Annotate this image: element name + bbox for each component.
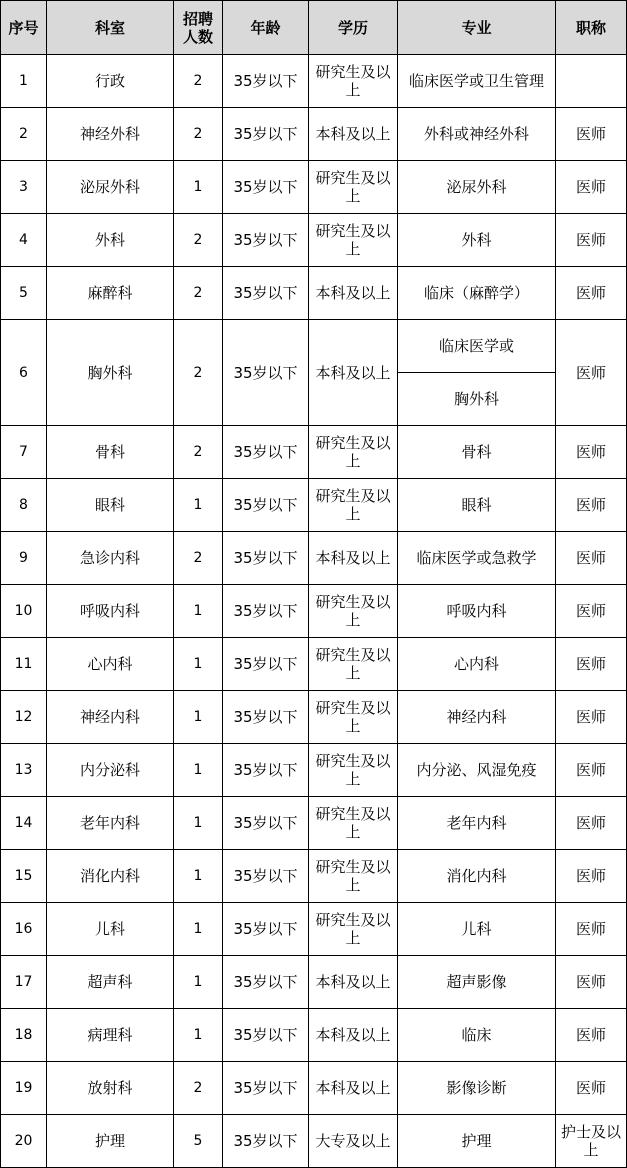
cell-major: 护理 <box>398 1115 556 1168</box>
cell-count: 2 <box>174 108 223 161</box>
cell-age: 35岁以下 <box>223 850 309 903</box>
cell-age: 35岁以下 <box>223 55 309 108</box>
cell-edu: 研究生及以上 <box>309 585 398 638</box>
cell-dept: 麻醉科 <box>47 267 174 320</box>
cell-count: 1 <box>174 956 223 1009</box>
cell-dept: 神经内科 <box>47 691 174 744</box>
cell-dept: 儿科 <box>47 903 174 956</box>
cell-no: 20 <box>1 1115 47 1168</box>
cell-dept: 急诊内科 <box>47 532 174 585</box>
cell-edu: 研究生及以上 <box>309 55 398 108</box>
cell-title: 医师 <box>556 956 627 1009</box>
cell-count: 1 <box>174 903 223 956</box>
cell-age: 35岁以下 <box>223 161 309 214</box>
table-row <box>1 55 627 108</box>
cell-count: 2 <box>174 1062 223 1115</box>
cell-count: 1 <box>174 161 223 214</box>
cell-edu: 本科及以上 <box>309 1062 398 1115</box>
cell-no: 7 <box>1 426 47 479</box>
cell-no: 16 <box>1 903 47 956</box>
cell-major: 老年内科 <box>398 797 556 850</box>
cell-no: 11 <box>1 638 47 691</box>
table-row <box>1 479 627 532</box>
cell-count: 2 <box>174 426 223 479</box>
cell-dept: 内分泌科 <box>47 744 174 797</box>
cell-dept: 超声科 <box>47 956 174 1009</box>
cell-edu: 本科及以上 <box>309 956 398 1009</box>
table-row <box>1 638 627 691</box>
cell-count: 1 <box>174 1009 223 1062</box>
table-row <box>1 267 627 320</box>
cell-count: 1 <box>174 691 223 744</box>
cell-dept: 放射科 <box>47 1062 174 1115</box>
table-row <box>1 214 627 267</box>
cell-no: 2 <box>1 108 47 161</box>
cell-dept: 骨科 <box>47 426 174 479</box>
cell-title: 医师 <box>556 638 627 691</box>
table-row <box>1 1062 627 1115</box>
header-major: 专业 <box>398 1 556 55</box>
table-row <box>1 956 627 1009</box>
cell-edu: 研究生及以上 <box>309 797 398 850</box>
cell-dept: 病理科 <box>47 1009 174 1062</box>
cell-no: 14 <box>1 797 47 850</box>
cell-title: 医师 <box>556 585 627 638</box>
cell-age: 35岁以下 <box>223 585 309 638</box>
cell-major: 心内科 <box>398 638 556 691</box>
table-row <box>1 691 627 744</box>
cell-no: 5 <box>1 267 47 320</box>
cell-edu: 研究生及以上 <box>309 426 398 479</box>
cell-no: 15 <box>1 850 47 903</box>
cell-count: 1 <box>174 850 223 903</box>
cell-edu: 研究生及以上 <box>309 903 398 956</box>
header-no: 序号 <box>1 1 47 55</box>
table-row <box>1 797 627 850</box>
header-row <box>1 1 627 55</box>
cell-dept: 外科 <box>47 214 174 267</box>
cell-major: 骨科 <box>398 426 556 479</box>
cell-edu: 本科及以上 <box>309 108 398 161</box>
cell-count: 1 <box>174 744 223 797</box>
cell-no: 4 <box>1 214 47 267</box>
cell-age: 35岁以下 <box>223 267 309 320</box>
cell-count: 2 <box>174 532 223 585</box>
cell-no: 18 <box>1 1009 47 1062</box>
cell-title: 医师 <box>556 744 627 797</box>
cell-title: 医师 <box>556 108 627 161</box>
cell-no: 1 <box>1 55 47 108</box>
cell-no: 12 <box>1 691 47 744</box>
cell-count: 5 <box>174 1115 223 1168</box>
table-row <box>1 585 627 638</box>
cell-age: 35岁以下 <box>223 797 309 850</box>
table-row <box>1 744 627 797</box>
cell-major: 儿科 <box>398 903 556 956</box>
cell-no: 8 <box>1 479 47 532</box>
cell-age: 35岁以下 <box>223 691 309 744</box>
table-row <box>1 1115 627 1168</box>
cell-count: 2 <box>174 214 223 267</box>
cell-age: 35岁以下 <box>223 479 309 532</box>
table-row <box>1 532 627 585</box>
cell-major: 外科或神经外科 <box>398 108 556 161</box>
cell-age: 35岁以下 <box>223 532 309 585</box>
cell-major: 呼吸内科 <box>398 585 556 638</box>
header-count: 招聘人数 <box>174 1 223 55</box>
cell-major: 内分泌、风湿免疫 <box>398 744 556 797</box>
cell-edu: 研究生及以上 <box>309 744 398 797</box>
cell-major-line2: 胸外科 <box>398 373 556 426</box>
cell-major: 神经内科 <box>398 691 556 744</box>
cell-dept: 消化内科 <box>47 850 174 903</box>
header-age: 年龄 <box>223 1 309 55</box>
cell-edu: 本科及以上 <box>309 1009 398 1062</box>
cell-age: 35岁以下 <box>223 426 309 479</box>
cell-major: 临床 <box>398 1009 556 1062</box>
cell-age: 35岁以下 <box>223 108 309 161</box>
cell-age: 35岁以下 <box>223 1115 309 1168</box>
cell-edu: 研究生及以上 <box>309 479 398 532</box>
cell-title: 医师 <box>556 320 627 426</box>
cell-edu: 研究生及以上 <box>309 638 398 691</box>
table-row <box>1 108 627 161</box>
cell-age: 35岁以下 <box>223 638 309 691</box>
cell-count: 1 <box>174 638 223 691</box>
cell-title <box>556 55 627 108</box>
cell-no: 10 <box>1 585 47 638</box>
cell-major: 外科 <box>398 214 556 267</box>
cell-count: 2 <box>174 267 223 320</box>
cell-title: 医师 <box>556 1062 627 1115</box>
table-row <box>1 903 627 956</box>
cell-major: 超声影像 <box>398 956 556 1009</box>
table-row <box>1 161 627 214</box>
cell-major: 临床医学或急救学 <box>398 532 556 585</box>
cell-age: 35岁以下 <box>223 956 309 1009</box>
cell-count: 1 <box>174 585 223 638</box>
cell-title: 医师 <box>556 1009 627 1062</box>
cell-age: 35岁以下 <box>223 214 309 267</box>
cell-edu: 本科及以上 <box>309 532 398 585</box>
cell-no: 6 <box>1 320 47 426</box>
cell-title: 医师 <box>556 214 627 267</box>
cell-edu: 本科及以上 <box>309 320 398 426</box>
cell-dept: 护理 <box>47 1115 174 1168</box>
cell-age: 35岁以下 <box>223 1062 309 1115</box>
cell-title: 医师 <box>556 479 627 532</box>
cell-edu: 本科及以上 <box>309 267 398 320</box>
cell-no: 19 <box>1 1062 47 1115</box>
cell-major: 临床（麻醉学） <box>398 267 556 320</box>
cell-dept: 泌尿外科 <box>47 161 174 214</box>
cell-dept: 老年内科 <box>47 797 174 850</box>
cell-edu: 研究生及以上 <box>309 161 398 214</box>
cell-title: 医师 <box>556 797 627 850</box>
table-body <box>1 55 627 1168</box>
cell-no: 17 <box>1 956 47 1009</box>
cell-major: 临床医学或卫生管理 <box>398 55 556 108</box>
cell-edu: 大专及以上 <box>309 1115 398 1168</box>
cell-age: 35岁以下 <box>223 320 309 426</box>
cell-title: 医师 <box>556 691 627 744</box>
cell-dept: 心内科 <box>47 638 174 691</box>
cell-major: 影像诊断 <box>398 1062 556 1115</box>
cell-count: 1 <box>174 479 223 532</box>
table-row <box>1 426 627 479</box>
cell-title: 医师 <box>556 903 627 956</box>
header-title: 职称 <box>556 1 627 55</box>
cell-title: 医师 <box>556 267 627 320</box>
header-edu: 学历 <box>309 1 398 55</box>
cell-major: 眼科 <box>398 479 556 532</box>
cell-title: 护士及以上 <box>556 1115 627 1168</box>
cell-dept: 眼科 <box>47 479 174 532</box>
cell-count: 2 <box>174 55 223 108</box>
table-row <box>1 1009 627 1062</box>
cell-edu: 研究生及以上 <box>309 850 398 903</box>
cell-major: 临床医学或 <box>398 320 556 373</box>
cell-age: 35岁以下 <box>223 744 309 797</box>
cell-dept: 神经外科 <box>47 108 174 161</box>
cell-dept: 呼吸内科 <box>47 585 174 638</box>
cell-dept: 行政 <box>47 55 174 108</box>
cell-title: 医师 <box>556 850 627 903</box>
cell-dept: 胸外科 <box>47 320 174 426</box>
cell-edu: 研究生及以上 <box>309 214 398 267</box>
cell-title: 医师 <box>556 161 627 214</box>
table-row <box>1 320 627 373</box>
cell-edu: 研究生及以上 <box>309 691 398 744</box>
cell-age: 35岁以下 <box>223 1009 309 1062</box>
cell-no: 9 <box>1 532 47 585</box>
cell-count: 1 <box>174 797 223 850</box>
cell-major: 泌尿外科 <box>398 161 556 214</box>
cell-title: 医师 <box>556 426 627 479</box>
cell-age: 35岁以下 <box>223 903 309 956</box>
cell-count: 2 <box>174 320 223 426</box>
header-dept: 科室 <box>47 1 174 55</box>
cell-no: 13 <box>1 744 47 797</box>
table-row <box>1 850 627 903</box>
cell-title: 医师 <box>556 532 627 585</box>
cell-major: 消化内科 <box>398 850 556 903</box>
cell-no: 3 <box>1 161 47 214</box>
